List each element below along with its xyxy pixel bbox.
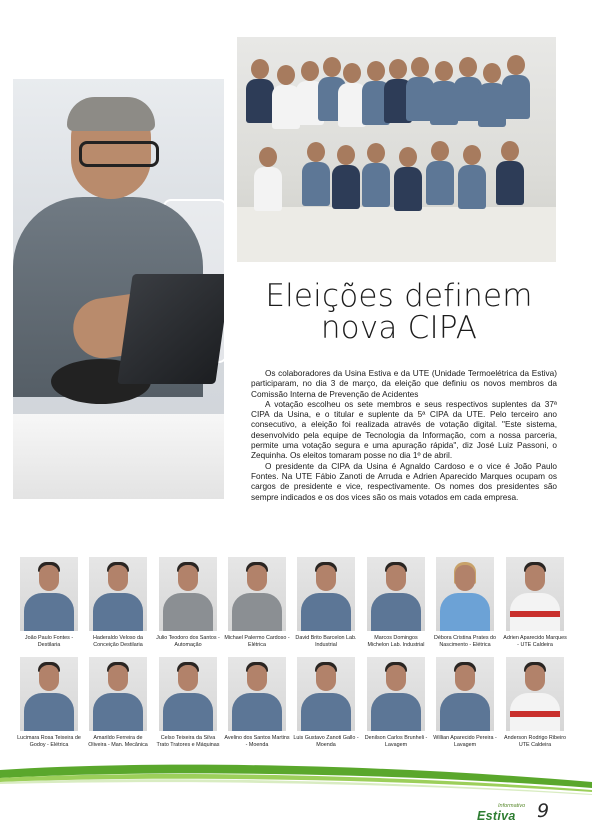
- footer-brand-name: Estiva: [477, 809, 516, 823]
- group-photo-person: [409, 57, 431, 121]
- member-caption: Lucimara Rosa Teixeira de Godoy - Elétrica: [17, 735, 81, 748]
- member-card: [16, 557, 82, 648]
- member-caption: Luis Gustavo Zanoti Gallo - Moenda: [293, 735, 359, 748]
- member-card: [85, 657, 151, 748]
- member-caption: Michael Palermo Cardoso - Elétrica: [224, 635, 290, 648]
- group-photo-person: [249, 59, 271, 123]
- group-photo-person: [461, 145, 483, 209]
- member-photo: [20, 657, 78, 731]
- member-caption: Adrien Aparecido Marques - UTE Caldeira: [503, 635, 567, 648]
- member-photo: [367, 557, 425, 631]
- group-photo-person: [335, 145, 357, 209]
- member-card: [155, 557, 221, 648]
- member-photo: [367, 657, 425, 731]
- member-caption: Anderson Rodrigo Ribeiro UTE Caldeira: [503, 735, 567, 748]
- group-photo-floor: [237, 207, 556, 262]
- member-photo: [297, 557, 355, 631]
- member-photo: [89, 657, 147, 731]
- member-caption: Denilson Carlos Brunheli - Lavagem: [364, 735, 428, 748]
- footer-brand-logo: [475, 803, 545, 823]
- headline: [254, 280, 544, 344]
- member-card: [293, 557, 359, 648]
- member-photo: [297, 657, 355, 731]
- member-photo: [506, 657, 564, 731]
- member-card: [224, 657, 290, 748]
- member-card: [16, 657, 82, 748]
- article-paragraph: A votação escolheu os sete membros e seus respectivos suplentes da 37ª CIPA da Usina, e o titular e suplente da 5ª CIPA da UTE. Pelo terceiro ano consecutivo, a eleição foi realizada através de votação digital. "Este sistema, desenvolvido pela equipe de Tecnologia da Informação, com a nossa parceria, permite uma votação segura e uma apuração rápida", diz José Luiz Passoni, o Zequinha. Os eleitos tomaram posse no dia 1º de abril.: [251, 399, 557, 461]
- member-caption: Amarildo Ferreira de Oliveira - Man. Mecânica: [88, 735, 148, 748]
- member-photo: [436, 657, 494, 731]
- photo-table: [13, 414, 224, 499]
- headline-line-2: nova CIPA: [320, 310, 478, 346]
- member-photo: [20, 557, 78, 631]
- group-photo-person: [365, 143, 387, 207]
- group-photo-person: [433, 61, 455, 125]
- member-card: [363, 557, 429, 648]
- member-caption: Avelino dos Santos Martins - Moenda: [224, 735, 290, 748]
- group-photo-person: [505, 55, 527, 119]
- member-card: [502, 557, 568, 648]
- member-caption: Willian Aparecido Pereira - Lavagem: [433, 735, 497, 748]
- member-caption: João Paulo Fontes - Destilaria: [24, 635, 74, 648]
- member-card: [432, 557, 498, 648]
- group-photo-person: [429, 141, 451, 205]
- member-caption: Haderaldo Veloso da Conceição Destilaria: [92, 635, 144, 648]
- member-card: [293, 657, 359, 748]
- group-photo-person: [257, 147, 279, 211]
- group-photo-person: [499, 141, 521, 205]
- member-photo: [436, 557, 494, 631]
- article-paragraph: Os colaboradores da Usina Estiva e da UTE (Unidade Termoelétrica da Estiva) participaram, no dia 3 de março, da eleição que definiu os novos membros da Comissão Interna de Prevenção de Acidentes: [251, 369, 557, 399]
- member-caption: Celso Teixeira da Silva Trato Tratores e Máquinas: [156, 735, 220, 748]
- article-body: [251, 369, 557, 503]
- group-photo-person: [397, 147, 419, 211]
- member-photo: [228, 557, 286, 631]
- member-caption: Marcos Domingos Michelon Lab. Industrial: [367, 635, 425, 648]
- member-photo: [228, 657, 286, 731]
- member-photo: [89, 557, 147, 631]
- footer-brand-small: Informativo: [498, 803, 526, 809]
- headline-line-1: Eleições definem: [265, 278, 533, 314]
- group-photo-person: [457, 57, 479, 121]
- portrait-photo: [13, 79, 224, 499]
- member-photo: [159, 657, 217, 731]
- group-photo-person: [481, 63, 503, 127]
- footer-swoosh: [0, 762, 592, 802]
- member-card: [155, 657, 221, 748]
- group-photo-person: [305, 142, 327, 206]
- article-paragraph: O presidente da CIPA da Usina é Agnaldo Cardoso e o vice é João Paulo Fontes. Na UTE Fábio Zanoti de Arruda e Adrien Aparecido Marques ocupam os cargos de presidente e vice, respectivamente. Os nomes dos presidentes são sempre indicados e os dos vices são os mais votados em cada empresa.: [251, 461, 557, 502]
- page-number: 9: [537, 800, 550, 822]
- member-card: [502, 657, 568, 748]
- group-photo-person: [341, 63, 363, 127]
- photo-person-hair: [67, 97, 155, 131]
- member-card: [85, 557, 151, 648]
- member-card: [432, 657, 498, 748]
- member-caption: David Brito Barcelon Lab. Industrial: [295, 635, 357, 648]
- group-photo: [237, 37, 556, 262]
- member-card: [224, 557, 290, 648]
- member-caption: Julio Teodoro dos Santos - Automação: [156, 635, 220, 648]
- member-caption: Débora Cristina Prates do Nascimento - Elétrica: [433, 635, 497, 648]
- group-photo-person: [275, 65, 297, 129]
- photo-glasses: [79, 141, 159, 167]
- photo-laptop: [117, 274, 224, 384]
- member-photo: [159, 557, 217, 631]
- member-photo: [506, 557, 564, 631]
- member-card: [363, 657, 429, 748]
